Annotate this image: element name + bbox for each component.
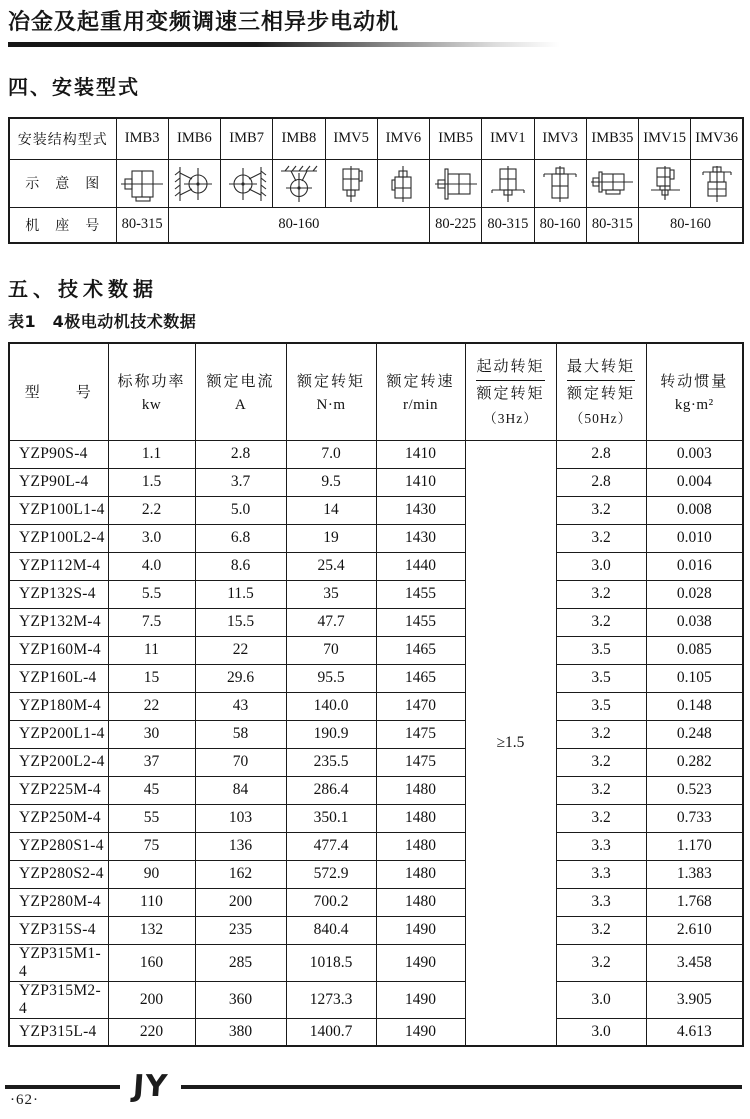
table-row — [9, 636, 743, 664]
speed-cell: 1455 — [376, 608, 465, 636]
table-row — [9, 580, 743, 608]
current-cell: 70 — [195, 748, 286, 776]
footer-rule-right — [181, 1085, 742, 1089]
max-torque-cell: 3.2 — [556, 496, 646, 524]
table-row — [9, 981, 743, 1018]
jy-logo: JY — [131, 1069, 170, 1104]
max-torque-cell: 2.8 — [556, 440, 646, 468]
current-cell: 200 — [195, 888, 286, 916]
max-torque-cell: 3.5 — [556, 692, 646, 720]
mount-type-imb8: IMB8 — [273, 118, 325, 159]
max-torque-cell: 3.2 — [556, 776, 646, 804]
model-cell: YZP315M1-4 — [9, 944, 108, 981]
torque-cell: 572.9 — [286, 860, 376, 888]
col-header-current — [195, 343, 286, 440]
max-torque-cell: 3.3 — [556, 888, 646, 916]
imb6-mount-icon-cell — [168, 159, 220, 207]
mount-type-imb6: IMB6 — [168, 118, 220, 159]
table-row — [9, 608, 743, 636]
power-cell: 22 — [108, 692, 195, 720]
max-torque-condition: （50Hz） — [569, 410, 633, 426]
max-torque-cell: 3.3 — [556, 860, 646, 888]
torque-cell: 235.5 — [286, 748, 376, 776]
current-cell: 136 — [195, 832, 286, 860]
imv15-mount-icon — [642, 163, 688, 205]
torque-cell: 25.4 — [286, 552, 376, 580]
inertia-cell: 3.458 — [646, 944, 743, 981]
current-cell: 3.7 — [195, 468, 286, 496]
inertia-cell: 0.028 — [646, 580, 743, 608]
col-header-power-unit: kw — [141, 396, 162, 413]
imv1-mount-icon-cell — [482, 159, 534, 207]
max-torque-cell: 3.2 — [556, 720, 646, 748]
model-cell: YZP250M-4 — [9, 804, 108, 832]
imb35-mount-icon-cell — [586, 159, 638, 207]
inertia-cell: 4.613 — [646, 1018, 743, 1046]
power-cell: 15 — [108, 664, 195, 692]
mount-type-imv36: IMV36 — [691, 118, 743, 159]
imv3-mount-icon — [537, 163, 583, 205]
inertia-cell: 0.038 — [646, 608, 743, 636]
col-header-torque — [286, 343, 376, 440]
inertia-cell: 0.008 — [646, 496, 743, 524]
table-row — [9, 552, 743, 580]
max-torque-cell: 3.0 — [556, 981, 646, 1018]
torque-cell: 350.1 — [286, 804, 376, 832]
table-row — [9, 916, 743, 944]
table1-caption: 表1 4极电动机技术数据 — [8, 312, 197, 331]
table-row — [9, 860, 743, 888]
torque-cell: 70 — [286, 636, 376, 664]
model-cell: YZP132S-4 — [9, 580, 108, 608]
model-cell: YZP132M-4 — [9, 608, 108, 636]
page-number: ·62· — [10, 1092, 39, 1108]
imb5-mount-icon-cell — [430, 159, 482, 207]
max-torque-fraction — [567, 357, 635, 404]
model-cell: YZP180M-4 — [9, 692, 108, 720]
col-header-speed-unit: r/min — [403, 396, 438, 413]
current-cell: 43 — [195, 692, 286, 720]
install-row-label-type: 安装结构型式 — [9, 118, 116, 159]
current-cell: 380 — [195, 1018, 286, 1046]
imv36-mount-icon — [694, 163, 740, 205]
page-title: 冶金及起重用变频调速三相异步电动机 — [8, 10, 400, 35]
max-torque-cell: 3.0 — [556, 552, 646, 580]
starting-torque-fraction — [476, 357, 544, 404]
current-cell: 103 — [195, 804, 286, 832]
frame-size-cell: 80-160 — [639, 207, 744, 243]
mount-type-imb35: IMB35 — [586, 118, 638, 159]
table-row — [9, 804, 743, 832]
inertia-cell: 1.768 — [646, 888, 743, 916]
model-cell: YZP112M-4 — [9, 552, 108, 580]
inertia-cell: 1.170 — [646, 832, 743, 860]
col-header-torque-unit: N·m — [316, 396, 346, 413]
current-cell: 285 — [195, 944, 286, 981]
model-cell: YZP100L1-4 — [9, 496, 108, 524]
torque-cell: 7.0 — [286, 440, 376, 468]
power-cell: 90 — [108, 860, 195, 888]
mount-type-imv15: IMV15 — [639, 118, 691, 159]
max-torque-cell: 3.0 — [556, 1018, 646, 1046]
table-row — [9, 664, 743, 692]
power-cell: 132 — [108, 916, 195, 944]
inertia-cell: 0.085 — [646, 636, 743, 664]
power-cell: 200 — [108, 981, 195, 1018]
speed-cell: 1480 — [376, 888, 465, 916]
starting-torque-numerator: 起动转矩 — [476, 358, 545, 375]
imv5-mount-icon-cell — [325, 159, 377, 207]
current-cell: 6.8 — [195, 524, 286, 552]
torque-cell: 1273.3 — [286, 981, 376, 1018]
torque-cell: 286.4 — [286, 776, 376, 804]
model-cell: YZP100L2-4 — [9, 524, 108, 552]
model-cell: YZP225M-4 — [9, 776, 108, 804]
current-cell: 22 — [195, 636, 286, 664]
max-torque-cell: 3.5 — [556, 664, 646, 692]
table-row — [9, 496, 743, 524]
max-torque-cell: 2.8 — [556, 468, 646, 496]
imb8-mount-icon-cell — [273, 159, 325, 207]
col-header-max-torque-ratio — [556, 343, 646, 440]
col-header-power-label: 标称功率 — [117, 373, 186, 390]
starting-torque-denominator: 额定转矩 — [476, 380, 544, 404]
table-row — [9, 692, 743, 720]
speed-cell: 1490 — [376, 944, 465, 981]
col-header-inertia — [646, 343, 743, 440]
model-cell: YZP315L-4 — [9, 1018, 108, 1046]
model-cell: YZP90S-4 — [9, 440, 108, 468]
torque-cell: 140.0 — [286, 692, 376, 720]
mount-type-imv6: IMV6 — [377, 118, 429, 159]
inertia-cell: 0.733 — [646, 804, 743, 832]
power-cell: 37 — [108, 748, 195, 776]
max-torque-cell: 3.2 — [556, 944, 646, 981]
power-cell: 7.5 — [108, 608, 195, 636]
inertia-cell: 0.248 — [646, 720, 743, 748]
inertia-cell: 3.905 — [646, 981, 743, 1018]
table-row — [9, 1018, 743, 1046]
col-header-inertia-unit: kg·m² — [674, 396, 714, 413]
imv6-mount-icon — [380, 163, 426, 205]
table-row — [9, 748, 743, 776]
frame-size-cell: 80-315 — [586, 207, 638, 243]
imb7-mount-icon — [224, 163, 270, 205]
col-header-model: 型 号 — [9, 343, 108, 440]
power-cell: 11 — [108, 636, 195, 664]
speed-cell: 1470 — [376, 692, 465, 720]
current-cell: 360 — [195, 981, 286, 1018]
frame-size-cell: 80-315 — [482, 207, 534, 243]
model-cell: YZP280S1-4 — [9, 832, 108, 860]
max-torque-cell: 3.5 — [556, 636, 646, 664]
mount-type-imv1: IMV1 — [482, 118, 534, 159]
imv6-mount-icon-cell — [377, 159, 429, 207]
imv3-mount-icon-cell — [534, 159, 586, 207]
speed-cell: 1410 — [376, 440, 465, 468]
speed-cell: 1480 — [376, 776, 465, 804]
power-cell: 160 — [108, 944, 195, 981]
inertia-cell: 0.003 — [646, 440, 743, 468]
imv15-mount-icon-cell — [639, 159, 691, 207]
speed-cell: 1475 — [376, 720, 465, 748]
imb3-mount-icon-cell — [116, 159, 168, 207]
max-torque-cell: 3.2 — [556, 524, 646, 552]
torque-cell: 47.7 — [286, 608, 376, 636]
speed-cell: 1475 — [376, 748, 465, 776]
max-torque-cell: 3.2 — [556, 804, 646, 832]
frame-size-cell: 80-160 — [168, 207, 429, 243]
current-cell: 2.8 — [195, 440, 286, 468]
inertia-cell: 0.016 — [646, 552, 743, 580]
tech-header-row — [9, 343, 743, 440]
max-torque-cell: 3.2 — [556, 608, 646, 636]
imb3-mount-icon — [119, 163, 165, 205]
mount-type-imb3: IMB3 — [116, 118, 168, 159]
table-row — [9, 440, 743, 468]
imb6-mount-icon — [171, 163, 217, 205]
current-cell: 162 — [195, 860, 286, 888]
title-rule-gradient — [8, 42, 560, 47]
imb7-mount-icon-cell — [221, 159, 273, 207]
model-cell: YZP200L1-4 — [9, 720, 108, 748]
torque-cell: 1400.7 — [286, 1018, 376, 1046]
imv1-mount-icon — [485, 163, 531, 205]
torque-cell: 35 — [286, 580, 376, 608]
table-row — [9, 888, 743, 916]
speed-cell: 1430 — [376, 524, 465, 552]
install-row-label-diagram: 示 意 图 — [9, 159, 116, 207]
section-installation-heading: 四、安装型式 — [8, 75, 140, 99]
table-row — [9, 832, 743, 860]
speed-cell: 1480 — [376, 832, 465, 860]
current-cell: 5.0 — [195, 496, 286, 524]
torque-cell: 700.2 — [286, 888, 376, 916]
max-torque-cell: 3.2 — [556, 748, 646, 776]
table-row — [9, 720, 743, 748]
install-row-label-frame: 机 座 号 — [9, 207, 116, 243]
power-cell: 75 — [108, 832, 195, 860]
inertia-cell: 1.383 — [646, 860, 743, 888]
inertia-cell: 0.523 — [646, 776, 743, 804]
imb8-mount-icon — [276, 163, 322, 205]
inertia-cell: 2.610 — [646, 916, 743, 944]
power-cell: 30 — [108, 720, 195, 748]
table-row — [9, 468, 743, 496]
power-cell: 55 — [108, 804, 195, 832]
power-cell: 1.5 — [108, 468, 195, 496]
model-cell: YZP160L-4 — [9, 664, 108, 692]
power-cell: 4.0 — [108, 552, 195, 580]
power-cell: 45 — [108, 776, 195, 804]
inertia-cell: 0.282 — [646, 748, 743, 776]
starting-torque-ratio-cell: ≥1.5 — [465, 440, 556, 1046]
model-cell: YZP315S-4 — [9, 916, 108, 944]
footer — [5, 1069, 742, 1104]
speed-cell: 1410 — [376, 468, 465, 496]
inertia-cell: 0.004 — [646, 468, 743, 496]
model-cell: YZP280S2-4 — [9, 860, 108, 888]
torque-cell: 95.5 — [286, 664, 376, 692]
imb5-mount-icon — [433, 163, 479, 205]
max-torque-cell: 3.2 — [556, 580, 646, 608]
torque-cell: 840.4 — [286, 916, 376, 944]
max-torque-numerator: 最大转矩 — [566, 358, 635, 375]
power-cell: 1.1 — [108, 440, 195, 468]
mount-type-imv5: IMV5 — [325, 118, 377, 159]
table-row — [9, 776, 743, 804]
mount-type-imv3: IMV3 — [534, 118, 586, 159]
install-row-types — [9, 118, 743, 159]
speed-cell: 1490 — [376, 981, 465, 1018]
starting-torque-condition: （3Hz） — [483, 410, 538, 426]
speed-cell: 1480 — [376, 804, 465, 832]
speed-cell: 1480 — [376, 860, 465, 888]
installation-type-table — [8, 117, 744, 244]
current-cell: 11.5 — [195, 580, 286, 608]
speed-cell: 1440 — [376, 552, 465, 580]
col-header-speed — [376, 343, 465, 440]
inertia-cell: 0.105 — [646, 664, 743, 692]
current-cell: 235 — [195, 916, 286, 944]
torque-cell: 477.4 — [286, 832, 376, 860]
current-cell: 8.6 — [195, 552, 286, 580]
mount-type-imb7: IMB7 — [221, 118, 273, 159]
section-technical-heading: 五、技术数据 — [8, 277, 158, 301]
max-torque-denominator: 额定转矩 — [567, 380, 635, 404]
col-header-starting-torque-ratio — [465, 343, 556, 440]
speed-cell: 1490 — [376, 916, 465, 944]
col-header-current-unit: A — [234, 396, 247, 413]
model-cell: YZP90L-4 — [9, 468, 108, 496]
footer-rule-left — [5, 1085, 120, 1089]
max-torque-cell: 3.3 — [556, 832, 646, 860]
inertia-cell: 0.148 — [646, 692, 743, 720]
imb35-mount-icon — [589, 163, 635, 205]
power-cell: 220 — [108, 1018, 195, 1046]
table-row — [9, 524, 743, 552]
mount-type-imb5: IMB5 — [430, 118, 482, 159]
speed-cell: 1430 — [376, 496, 465, 524]
torque-cell: 14 — [286, 496, 376, 524]
speed-cell: 1455 — [376, 580, 465, 608]
torque-cell: 1018.5 — [286, 944, 376, 981]
current-cell: 29.6 — [195, 664, 286, 692]
speed-cell: 1465 — [376, 636, 465, 664]
torque-cell: 190.9 — [286, 720, 376, 748]
power-cell: 3.0 — [108, 524, 195, 552]
technical-data-table — [8, 342, 744, 1047]
imv5-mount-icon — [328, 163, 374, 205]
current-cell: 58 — [195, 720, 286, 748]
current-cell: 84 — [195, 776, 286, 804]
frame-size-cell: 80-225 — [430, 207, 482, 243]
power-cell: 5.5 — [108, 580, 195, 608]
install-row-diagrams — [9, 159, 743, 207]
model-cell: YZP315M2-4 — [9, 981, 108, 1018]
inertia-cell: 0.010 — [646, 524, 743, 552]
frame-size-cell: 80-315 — [116, 207, 168, 243]
install-row-frames — [9, 207, 743, 243]
torque-cell: 19 — [286, 524, 376, 552]
table-row — [9, 944, 743, 981]
model-cell: YZP160M-4 — [9, 636, 108, 664]
col-header-power — [108, 343, 195, 440]
speed-cell: 1465 — [376, 664, 465, 692]
max-torque-cell: 3.2 — [556, 916, 646, 944]
col-header-torque-label: 额定转矩 — [296, 373, 365, 390]
speed-cell: 1490 — [376, 1018, 465, 1046]
current-cell: 15.5 — [195, 608, 286, 636]
imv36-mount-icon-cell — [691, 159, 743, 207]
col-header-speed-label: 额定转速 — [386, 373, 455, 390]
col-header-current-label: 额定电流 — [206, 373, 275, 390]
model-cell: YZP200L2-4 — [9, 748, 108, 776]
model-cell: YZP280M-4 — [9, 888, 108, 916]
power-cell: 2.2 — [108, 496, 195, 524]
torque-cell: 9.5 — [286, 468, 376, 496]
frame-size-cell: 80-160 — [534, 207, 586, 243]
power-cell: 110 — [108, 888, 195, 916]
col-header-inertia-label: 转动惯量 — [660, 373, 729, 390]
